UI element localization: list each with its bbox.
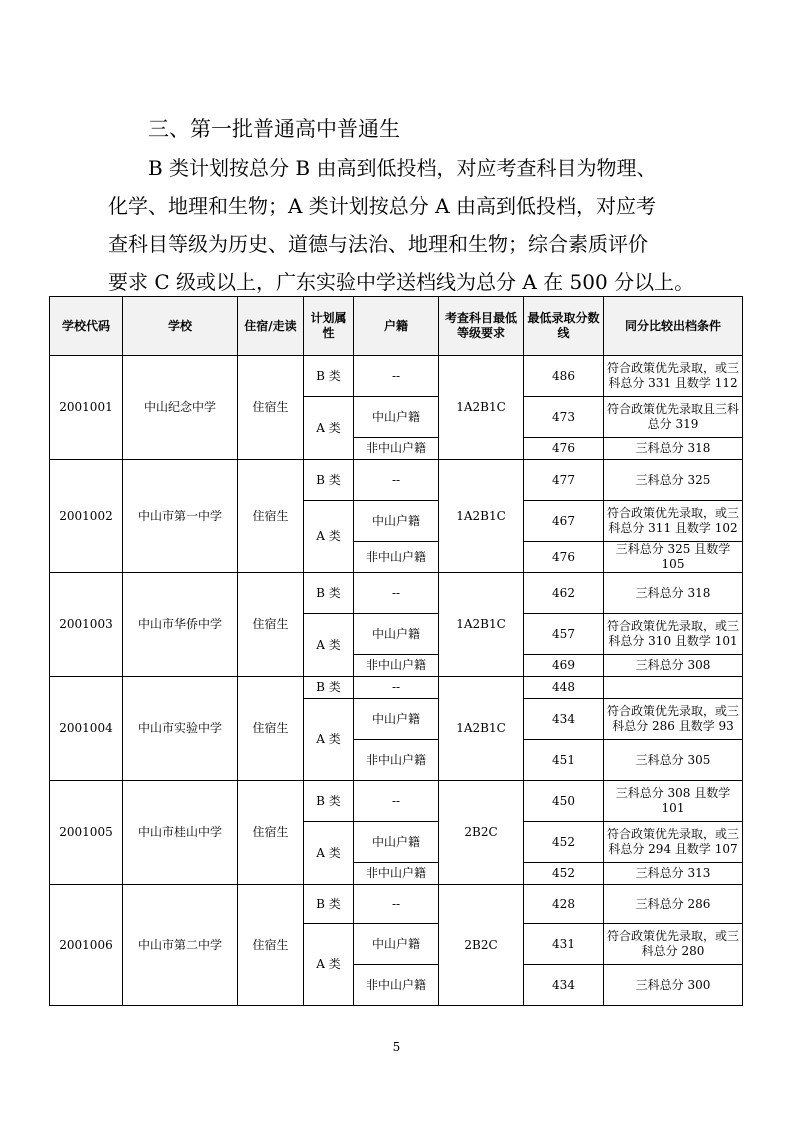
page-number: 5 — [392, 1040, 401, 1054]
tie-break-cell: 符合政策优先录取且三科总分 319 — [604, 397, 743, 438]
table-row — [50, 677, 743, 699]
hukou-cell: 非中山户籍 — [354, 438, 439, 460]
table-row — [50, 573, 743, 614]
min-score-cell: 469 — [524, 655, 604, 677]
tie-break-cell: 三科总分 308 — [604, 655, 743, 677]
min-score-cell: 428 — [524, 885, 604, 924]
school-name-cell: 中山市第一中学 — [123, 460, 238, 573]
subject-requirement-cell: 2B2C — [439, 885, 524, 1006]
min-score-cell: 457 — [524, 614, 604, 655]
tie-break-cell: 符合政策优先录取，或三科总分 294 且数学 107 — [604, 822, 743, 863]
table-body — [50, 356, 743, 1006]
hukou-cell: 中山户籍 — [354, 397, 439, 438]
min-score-cell: 476 — [524, 438, 604, 460]
tie-break-cell: 符合政策优先录取，或三科总分 331 且数学 112 — [604, 356, 743, 397]
plan-type-cell: B 类 — [304, 460, 354, 501]
boarding-cell: 住宿生 — [238, 460, 304, 573]
header-school-code: 学校代码 — [50, 297, 123, 356]
plan-type-cell: B 类 — [304, 356, 354, 397]
tie-break-cell: 三科总分 286 — [604, 885, 743, 924]
subject-requirement-cell: 2B2C — [439, 781, 524, 885]
school-code-cell: 2001004 — [50, 677, 123, 781]
min-score-cell: 477 — [524, 460, 604, 501]
plan-type-cell: B 类 — [304, 677, 354, 699]
school-code-cell: 2001003 — [50, 573, 123, 677]
table-header-row — [50, 297, 743, 356]
table-row — [50, 781, 743, 822]
plan-type-cell: A 类 — [304, 501, 354, 573]
min-score-cell: 450 — [524, 781, 604, 822]
tie-break-cell: 三科总分 305 — [604, 740, 743, 781]
paragraph-line: B 类计划按总分 B 由高到低投档，对应考查科目为物理、 — [148, 156, 657, 180]
tie-break-cell: 三科总分 318 — [604, 573, 743, 614]
tie-break-cell: 三科总分 308 且数学 101 — [604, 781, 743, 822]
hukou-cell: 中山户籍 — [354, 924, 439, 965]
boarding-cell: 住宿生 — [238, 356, 304, 460]
admission-table — [49, 296, 743, 1006]
tie-break-cell: 三科总分 318 — [604, 438, 743, 460]
min-score-cell: 434 — [524, 965, 604, 1006]
min-score-cell: 476 — [524, 542, 604, 573]
school-name-cell: 中山纪念中学 — [123, 356, 238, 460]
min-score-cell: 467 — [524, 501, 604, 542]
school-name-cell: 中山市第二中学 — [123, 885, 238, 1006]
header-hukou: 户籍 — [354, 297, 439, 356]
table-row — [50, 460, 743, 501]
min-score-cell: 448 — [524, 677, 604, 699]
tie-break-cell: 符合政策优先录取，或三科总分 310 且数学 101 — [604, 614, 743, 655]
plan-type-cell: A 类 — [304, 924, 354, 1006]
hukou-cell: 非中山户籍 — [354, 655, 439, 677]
subject-requirement-cell: 1A2B1C — [439, 460, 524, 573]
boarding-cell: 住宿生 — [238, 885, 304, 1006]
header-tie-break: 同分比较出档条件 — [604, 297, 743, 356]
header-school: 学校 — [123, 297, 238, 356]
school-code-cell: 2001002 — [50, 460, 123, 573]
hukou-cell: -- — [354, 781, 439, 822]
tie-break-cell: 三科总分 325 且数学 105 — [604, 542, 743, 573]
hukou-cell: -- — [354, 356, 439, 397]
paragraph-line: 查科目等级为历史、道德与法治、地理和生物；综合素质评价 — [108, 232, 648, 256]
table-row — [50, 356, 743, 397]
tie-break-cell: 符合政策优先录取，或三科总分 286 且数学 93 — [604, 699, 743, 740]
tie-break-cell: 三科总分 313 — [604, 863, 743, 885]
header-min-score: 最低录取分数线 — [524, 297, 604, 356]
hukou-cell: 中山户籍 — [354, 501, 439, 542]
subject-requirement-cell: 1A2B1C — [439, 677, 524, 781]
plan-type-cell: A 类 — [304, 614, 354, 677]
min-score-cell: 451 — [524, 740, 604, 781]
boarding-cell: 住宿生 — [238, 677, 304, 781]
plan-type-cell: A 类 — [304, 699, 354, 781]
plan-type-cell: B 类 — [304, 885, 354, 924]
hukou-cell: 非中山户籍 — [354, 542, 439, 573]
min-score-cell: 431 — [524, 924, 604, 965]
subject-requirement-cell: 1A2B1C — [439, 356, 524, 460]
section-heading: 三、第一批普通高中普通生 — [148, 117, 400, 141]
plan-type-cell: B 类 — [304, 781, 354, 822]
table-row — [50, 885, 743, 924]
hukou-cell: -- — [354, 573, 439, 614]
header-subject-requirement: 考查科目最低等级要求 — [439, 297, 524, 356]
hukou-cell: 非中山户籍 — [354, 863, 439, 885]
min-score-cell: 473 — [524, 397, 604, 438]
paragraph-line: 要求 C 级或以上，广东实验中学送档线为总分 A 在 500 分以上。 — [108, 270, 695, 294]
plan-type-cell: A 类 — [304, 397, 354, 460]
school-code-cell: 2001006 — [50, 885, 123, 1006]
hukou-cell: 非中山户籍 — [354, 965, 439, 1006]
school-name-cell: 中山市桂山中学 — [123, 781, 238, 885]
plan-type-cell: A 类 — [304, 822, 354, 885]
intro-paragraph — [108, 149, 698, 301]
school-code-cell: 2001001 — [50, 356, 123, 460]
min-score-cell: 452 — [524, 863, 604, 885]
hukou-cell: 中山户籍 — [354, 614, 439, 655]
hukou-cell: -- — [354, 885, 439, 924]
boarding-cell: 住宿生 — [238, 781, 304, 885]
tie-break-cell — [604, 677, 743, 699]
hukou-cell: 非中山户籍 — [354, 740, 439, 781]
plan-type-cell: B 类 — [304, 573, 354, 614]
boarding-cell: 住宿生 — [238, 573, 304, 677]
school-name-cell: 中山市实验中学 — [123, 677, 238, 781]
hukou-cell: -- — [354, 460, 439, 501]
min-score-cell: 452 — [524, 822, 604, 863]
tie-break-cell: 三科总分 300 — [604, 965, 743, 1006]
min-score-cell: 486 — [524, 356, 604, 397]
hukou-cell: 中山户籍 — [354, 822, 439, 863]
min-score-cell: 462 — [524, 573, 604, 614]
tie-break-cell: 三科总分 325 — [604, 460, 743, 501]
min-score-cell: 434 — [524, 699, 604, 740]
school-name-cell: 中山市华侨中学 — [123, 573, 238, 677]
tie-break-cell: 符合政策优先录取，或三科总分 280 — [604, 924, 743, 965]
subject-requirement-cell: 1A2B1C — [439, 573, 524, 677]
school-code-cell: 2001005 — [50, 781, 123, 885]
hukou-cell: -- — [354, 677, 439, 699]
paragraph-line: 化学、地理和生物；A 类计划按总分 A 由高到低投档，对应考 — [108, 194, 656, 218]
tie-break-cell: 符合政策优先录取，或三科总分 311 且数学 102 — [604, 501, 743, 542]
header-plan-type: 计划属性 — [304, 297, 354, 356]
hukou-cell: 中山户籍 — [354, 699, 439, 740]
header-boarding: 住宿/走读 — [238, 297, 304, 356]
